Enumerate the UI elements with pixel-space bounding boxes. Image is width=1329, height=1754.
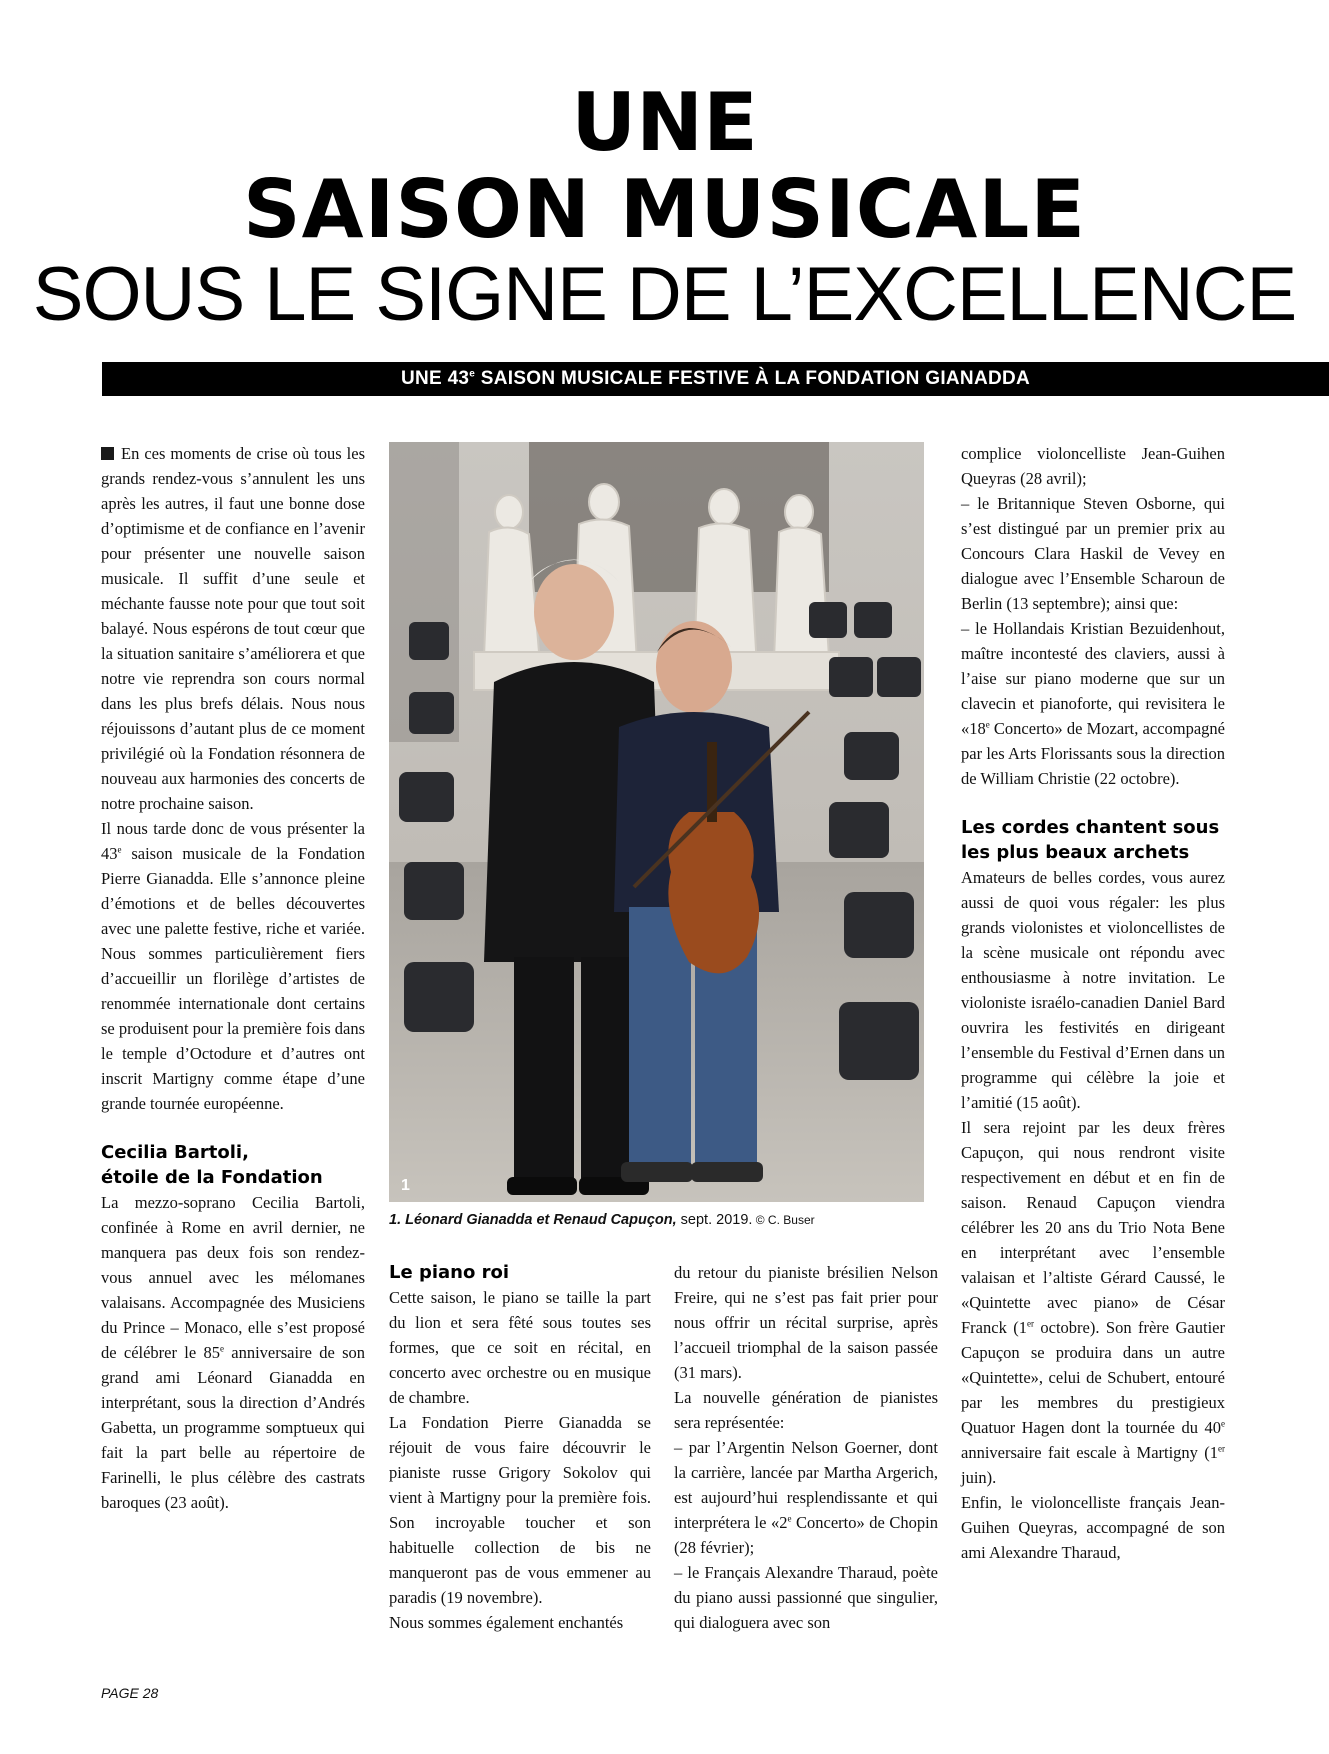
paragraph-queyras-final: Enfin, le violoncelliste français Jean-Guihen Queyras, accompagné de son ami Alexandre Tharaud, [961,1493,1225,1562]
intro-paragraph [101,441,365,816]
photo-illustration [389,442,924,1202]
banner-ordinal: e [469,368,476,380]
photo-gianadda-capucon [389,442,924,1202]
article-column-4 [961,441,1225,1565]
paragraph-goerner: – par l’Argentin Nelson Goerner, dont la carrière, lancée par Martha Argerich, est aujourd’hui resplendissante et qui interprétera le «2e Concerto» de Chopin (28 février); [674,1438,938,1557]
section-banner [102,362,1329,396]
caption-number: 1. [389,1212,402,1228]
paragraph-queyras: complice violoncelliste Jean-Guihen Queyras (28 avril); [961,444,1225,488]
headline-line-1: UNE [571,76,758,169]
paragraph-bezuidenhout: – le Hollandais Kristian Bezuidenhout, maître incontesté des claviers, aussi à l’aise sur piano moderne que sur un clavecin et pianoforte, qui revisitera le «18e Concerto» de Mozart, accompagné par les Arts Florissants sous la direction de William Christie (22 octobre). [961,619,1225,788]
subheading-piano: Le piano roi [389,1262,510,1283]
headline-line-2: SAISON MUSICALE [243,163,1086,256]
paragraph-piano-intro: Cette saison, le piano se taille la part du lion et sera fêté sous toutes ses formes, que ce soit en récital, en concerto avec orchestre ou en musique de chambre. [389,1288,651,1407]
caption-credit: © C. Buser [752,1213,815,1227]
caption-names: Léonard Gianadda et Renaud Capuçon, [405,1212,677,1228]
lead-square-icon [101,447,114,460]
article-column-1 [101,441,365,1515]
banner-text-end: SAISON MUSICALE FESTIVE À LA FONDATION GIANADDA [475,368,1031,389]
paragraph-bartoli: La mezzo-soprano Cecilia Bartoli, confinée à Rome en avril dernier, ne manquera pas deux fois son rendez-vous annuel avec les mélomanes valaisans. Accompagnée des Musiciens du Prince – Monaco, elle s’est proposé de célébrer le 85e anniversaire de son grand ami Léonard Gianadda en interprétant, sous la direction d’Andrés Gabetta, un programme somptueux qui fait la part belle au répertoire de Farinelli, le plus célèbre des castrats baroques (23 août). [101,1193,365,1512]
photo-number: 1 [401,1177,410,1194]
banner-text-start: UNE 43 [400,368,470,389]
paragraph-capucon: Il sera rejoint par les deux frères Capuçon, qui nous rendront visite respectivement en début et en fin de saison. Renaud Capuçon viendra célébrer les 20 ans du Trio Nota Bene en interprétant avec l’ensemble valaisan et l’altiste Gérard Caussé, le «Quintette avec piano» de César Franck (1er octobre). Son frère Gautier Capuçon se produira dans un autre «Quintette», celui de Schubert, entouré par les membres du prestigieux Quatuor Hagen dont la tournée du 40e anniversaire fait escale à Martigny (1er juin). [961,1118,1225,1487]
paragraph-sokolov: La Fondation Pierre Gianadda se réjouit de vous faire découvrir le pianiste russe Grigory Sokolov qui vient à Martigny pour la première fois. Son incroyable toucher et son habituelle collection de bis ne manqueront pas de vous emmener au paradis (19 novembre). [389,1413,651,1607]
subheading-bartoli-1: Cecilia Bartoli, [101,1142,249,1163]
paragraph-nouvelle-generation: La nouvelle génération de pianistes sera représentée: [674,1388,938,1432]
page-number: PAGE 28 [101,1685,159,1701]
paragraph-cordes: Amateurs de belles cordes, vous aurez aussi de quoi vous régaler: les plus grands violonistes et violoncellistes de la scène musicale ont répondu avec enthousiasme à notre invitation. Le violoniste israélo-canadien Daniel Bard ouvrira les festivités en dirigeant l’ensemble du Festival d’Ernen dans un programme qui célèbre la joie et l’amitié (15 août). [961,868,1225,1112]
subheading-cordes-1: Les cordes chantent sous [961,817,1220,838]
paragraph-freire: du retour du pianiste brésilien Nelson Freire, qui ne s’est pas fait prier pour nous offrir un récital surprise, après l’accueil triomphal de la saison passée (31 mars). [674,1263,938,1382]
article-column-2 [389,1260,651,1635]
subheading-cordes-2: les plus beaux archets [961,842,1190,863]
intro-text: En ces moments de crise où tous les grands rendez-vous s’annulent les uns après les autres, il faut une bonne dose d’optimisme et de confiance en l’avenir pour présenter une nouvelle saison musicale. Il suffit d’une seule et méchante fausse note pour que tout soit balayé. Nous espérons de tout cœur que la situation sanitaire s’améliorera et que notre vie reprendra son cours normal dans les plus brefs délais. Nous nous réjouissons d’autant plus de ce moment privilégié où la Fondation résonnera de nouveau aux harmonies des concerts de notre prochaine saison. [101,444,365,813]
paragraph-enchantes: Nous sommes également enchantés [389,1613,624,1632]
photo-caption [389,1209,929,1231]
article-column-3 [674,1260,938,1635]
paragraph-season: Il nous tarde donc de vous présenter la 43e saison musicale de la Fondation Pierre Gianadda. Elle s’annonce pleine d’émotions et de belles découvertes avec une palette festive, riche et variée. Nous sommes particulièrement fiers d’accueillir un florilège d’artistes de renommée internationale dont certains se produisent pour la première fois dans le temple d’Octodure et d’autres ont inscrit Martigny comme étape d’une grande tournée européenne. [101,819,365,1113]
headline-subtitle: SOUS LE SIGNE DE L’EXCELLENCE [32,252,1297,337]
paragraph-tharaud: – le Français Alexandre Tharaud, poète du piano aussi passionné que singulier, qui dialoguera avec son [674,1563,938,1632]
caption-date: sept. 2019. [676,1212,753,1228]
paragraph-osborne: – le Britannique Steven Osborne, qui s’est distingué par un premier prix au Concours Clara Haskil de Vevey en dialogue avec l’Ensemble Scharoun de Berlin (13 septembre); ainsi que: [961,494,1225,613]
subheading-bartoli-2: étoile de la Fondation [101,1167,323,1188]
